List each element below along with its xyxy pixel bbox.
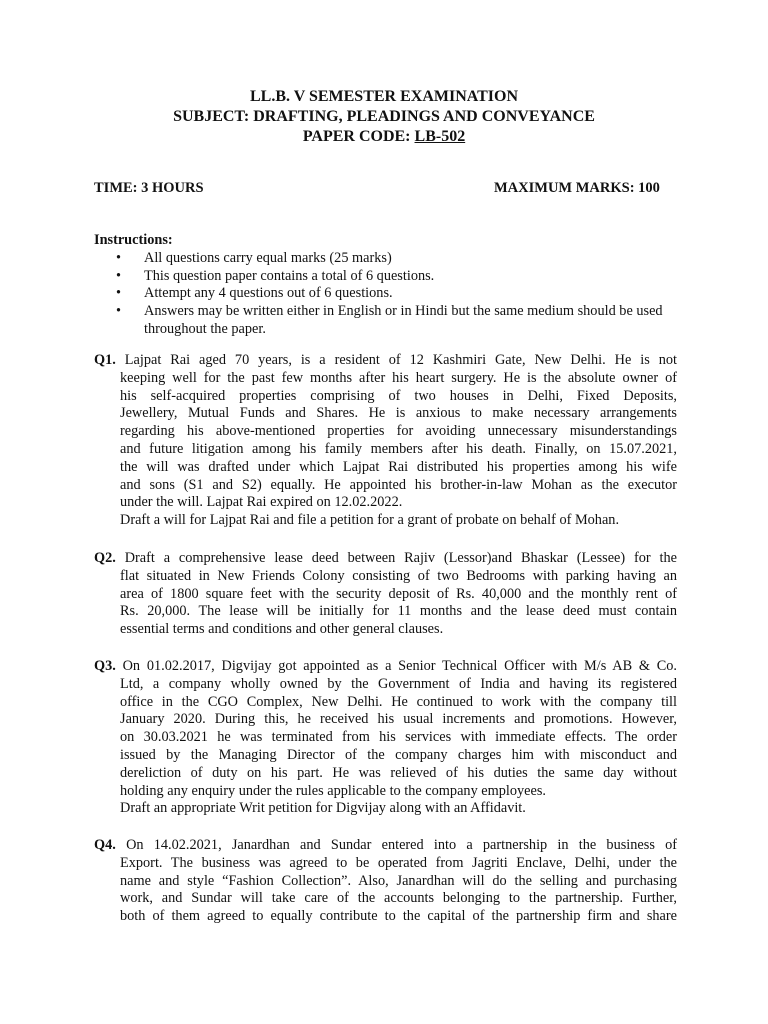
question-line: January 2020. During this, he received his usual increments and promotions. However, [120, 711, 677, 728]
instructions-section [94, 232, 678, 339]
question-line: holding any enquiry under the rules applicable to the company employees. [120, 782, 547, 799]
question-4 [94, 837, 677, 926]
question-line: dereliction of duty on his part. He was relieved of his duties the same day without [120, 764, 677, 781]
question-line: area of 1800 square feet with the security deposit of Rs. 40,000 and the monthly rent of [120, 585, 677, 602]
instruction-text: Attempt any 4 questions out of 6 questions. [144, 285, 393, 302]
question-line: flat situated in New Friends Colony consisting of two Bedrooms with parking having an [120, 567, 677, 584]
question-3 [94, 658, 677, 818]
exam-title: LL.B. V SEMESTER EXAMINATION [249, 88, 519, 105]
question-line: Q3. On 01.02.2017, Digvijay got appointed as a Senior Technical Officer with M/s AB & Co. [94, 658, 678, 674]
instruction-item [94, 303, 678, 339]
question-number: Q2. [94, 550, 116, 566]
question-line: Draft an appropriate Writ petition for Digvijay along with an Affidavit. [120, 800, 526, 817]
bullet-icon: • [116, 303, 122, 320]
question-line: the will was drafted under which Lajpat Rai distributed his properties among his wife [120, 458, 677, 475]
question-line: name and style “Fashion Collection”. Also, Janardhan will do the selling and purchasing [120, 872, 677, 889]
paper-code-label: PAPER CODE: [302, 128, 415, 145]
question-line: on 30.03.2021 he was terminated from his services with immediate effects. The order [120, 729, 677, 746]
question-line: both of them agreed to equally contribute to the capital of the partnership firm and share [120, 908, 677, 925]
question-line: office in the CGO Complex, New Delhi. He continued to work with the company till [120, 693, 677, 710]
exam-header [0, 87, 768, 147]
question-1 [94, 352, 677, 530]
question-line: and future litigation among his family members after his death. Finally, on 15.07.2021, [120, 440, 677, 457]
question-line: Export. The business was agreed to be operated from Jagriti Enclave, Delhi, under the [120, 854, 677, 871]
instruction-text: All questions carry equal marks (25 marks) [144, 249, 392, 266]
bullet-icon: • [116, 285, 122, 302]
question-number: Q1. [94, 352, 116, 368]
question-line: essential terms and conditions and other general clauses. [120, 621, 444, 638]
question-line: under the will. Lajpat Rai expired on 12.02.2022. [120, 494, 403, 511]
question-line: keeping well for the past few months after his heart surgery. He is the absolute owner of [120, 369, 677, 386]
question-line: and sons (S1 and S2) equally. He appointed his brother-in-law Mohan as the executor [120, 476, 677, 493]
question-line: his self-acquired properties comprising of two houses in Delhi, Fixed Deposits, [120, 387, 677, 404]
question-line: work, and Sundar will take care of the accounts belonging to the partnership. Further, [120, 890, 677, 907]
exam-time: TIME: 3 HOURS [94, 180, 204, 196]
instruction-item [94, 285, 678, 303]
question-line: Q1. Lajpat Rai aged 70 years, is a resident of 12 Kashmiri Gate, New Delhi. He is not [94, 352, 677, 368]
question-line: Ltd, a company wholly owned by the Government of India and having its registered [120, 675, 677, 692]
question-line: Jewellery, Mutual Funds and Shares. He is anxious to make necessary arrangements [120, 405, 677, 422]
question-line: Q4. On 14.02.2021, Janardhan and Sundar entered into a partnership in the business of [94, 837, 678, 853]
instruction-item [94, 250, 678, 268]
instruction-item [94, 268, 678, 286]
bullet-icon: • [116, 249, 122, 266]
instruction-text: Answers may be written either in English or in Hindi but the same medium should be used throughout the paper. [144, 303, 663, 337]
instruction-text: This question paper contains a total of 6 questions. [144, 267, 435, 284]
question-line: Rs. 20,000. The lease will be initially for 11 months and the lease deed must contain [120, 603, 677, 620]
question-line: regarding his above-mentioned properties for avoiding unnecessary misunderstandings [120, 423, 677, 440]
bullet-icon: • [116, 267, 122, 284]
question-number: Q3. [94, 658, 116, 674]
question-line: Draft a will for Lajpat Rai and file a petition for a grant of probate on behalf of Mohan. [120, 512, 620, 529]
instructions-list [94, 250, 678, 339]
question-line: Q2. Draft a comprehensive lease deed between Rajiv (Lessor)and Bhaskar (Lessee) for the [94, 550, 677, 566]
question-line: issued by the Managing Director of the company charges him with misconduct and [120, 746, 677, 763]
paper-code-value: LB-502 [414, 128, 466, 145]
question-number: Q4. [94, 837, 116, 853]
instructions-title: Instructions: [94, 232, 173, 248]
maximum-marks: MAXIMUM MARKS: 100 [494, 180, 660, 196]
paper-code-line [0, 127, 768, 147]
exam-subject: SUBJECT: DRAFTING, PLEADINGS AND CONVEYANCE [173, 108, 595, 125]
question-2 [94, 550, 677, 639]
